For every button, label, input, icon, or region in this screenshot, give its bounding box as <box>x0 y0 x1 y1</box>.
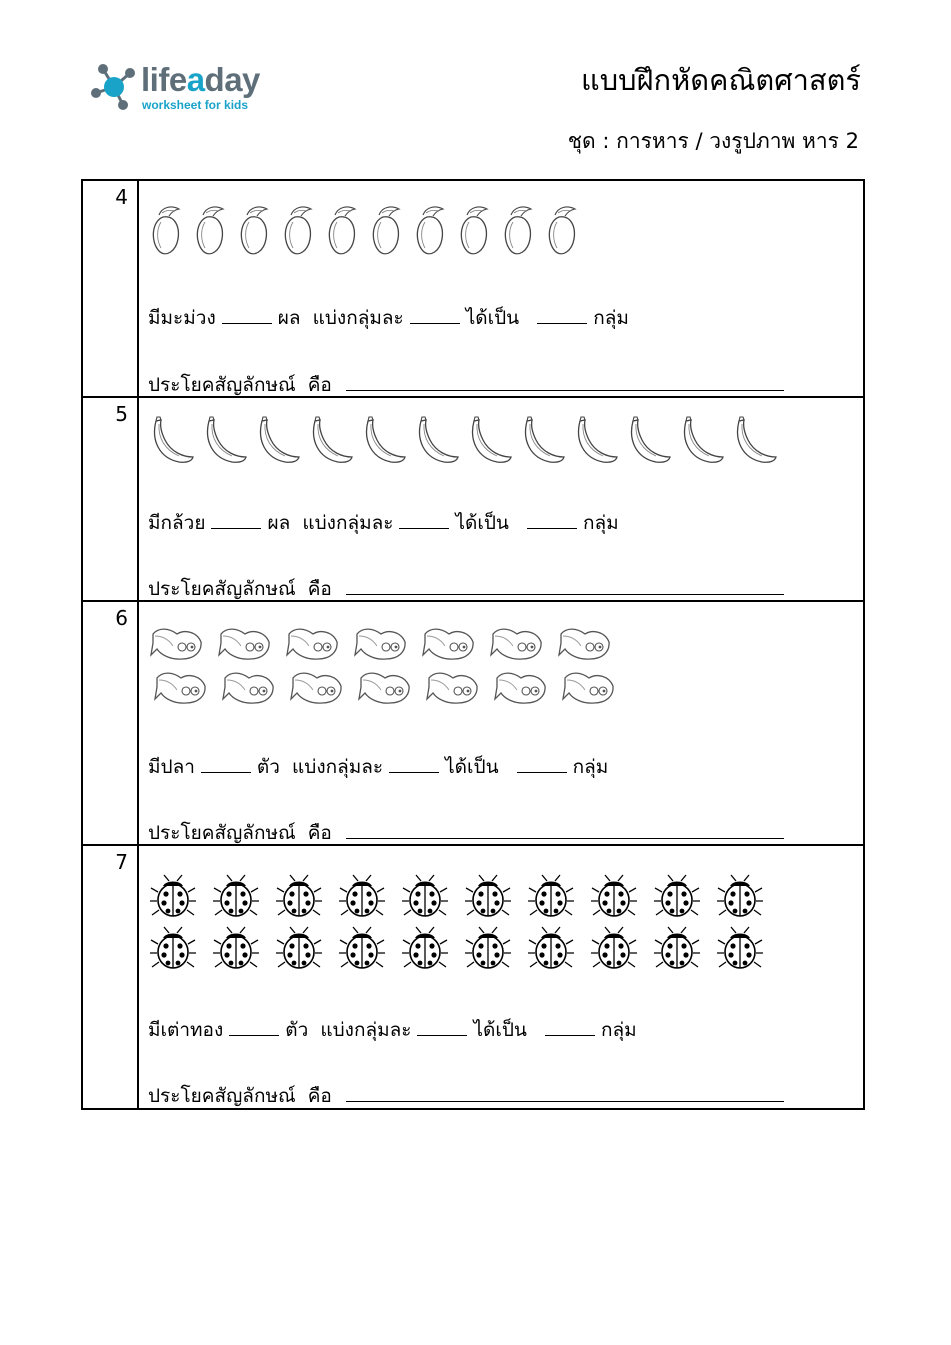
fish-icon <box>353 622 409 664</box>
answer-blank[interactable] <box>517 754 567 773</box>
fish-icon <box>421 622 477 664</box>
ladybug-icon <box>338 874 386 920</box>
question-text: มีกล้วย ผล แบ่งกลุ่มละ ได้เป็น กลุ่ม <box>148 512 619 534</box>
fish-icon <box>493 666 549 708</box>
answer-blank[interactable] <box>222 305 272 324</box>
ladybug-icon <box>590 874 638 920</box>
fish-icon <box>557 622 613 664</box>
ladybug-icon <box>401 926 449 972</box>
answer-blank[interactable] <box>211 510 261 529</box>
logo-molecule-icon <box>90 60 140 112</box>
fish-icon <box>217 622 273 664</box>
answer-blank[interactable] <box>389 754 439 773</box>
question-cell <box>138 397 864 601</box>
ladybug-icon <box>149 874 197 920</box>
fish-icon <box>289 666 345 708</box>
mango-icon <box>281 201 315 257</box>
question-number-cell <box>82 180 138 397</box>
mango-icon <box>545 201 579 257</box>
number-sentence-blank[interactable] <box>346 576 784 595</box>
logo-wordmark: lifeaday <box>141 61 260 98</box>
mango-icon <box>413 201 447 257</box>
banana-icon <box>732 416 778 466</box>
mango-icon <box>325 201 359 257</box>
question-number: 7 <box>115 850 128 874</box>
number-sentence-line: ประโยคสัญลักษณ์ คือ <box>148 576 784 601</box>
question-row <box>82 601 864 845</box>
banana-icon <box>573 416 619 466</box>
banana-icon <box>467 416 513 466</box>
number-sentence-blank[interactable] <box>346 1083 784 1102</box>
answer-blank[interactable] <box>399 510 449 529</box>
question-text: มีปลา ตัว แบ่งกลุ่มละ ได้เป็น กลุ่ม <box>148 756 609 778</box>
page-subtitle: ชุด : การหาร / วงรูปภาพ หาร 2 <box>567 129 859 153</box>
question-text: มีเต่าทอง ตัว แบ่งกลุ่มละ ได้เป็น กลุ่ม <box>148 1019 637 1041</box>
ladybug-icon <box>716 926 764 972</box>
fish-icon <box>425 666 481 708</box>
ladybug-icon <box>653 874 701 920</box>
fish-icon <box>285 622 341 664</box>
answer-blank[interactable] <box>527 510 577 529</box>
number-sentence-line: ประโยคสัญลักษณ์ คือ <box>148 820 784 845</box>
lifeaday-logo <box>90 60 290 116</box>
question-number: 4 <box>115 185 128 209</box>
ladybug-icon <box>338 926 386 972</box>
number-sentence-blank[interactable] <box>346 820 784 839</box>
number-sentence-line: ประโยคสัญลักษณ์ คือ <box>148 1083 784 1108</box>
question-row <box>82 180 864 397</box>
ladybug-icon <box>527 926 575 972</box>
mango-icon <box>193 201 227 257</box>
question-row <box>82 845 864 1109</box>
ladybug-icon <box>275 874 323 920</box>
mango-icon <box>501 201 535 257</box>
page-title: แบบฝึกหัดคณิตศาสตร์ <box>581 63 861 97</box>
banana-icon <box>149 416 195 466</box>
ladybug-icon <box>653 926 701 972</box>
banana-icon <box>414 416 460 466</box>
question-row <box>82 397 864 601</box>
question-text: มีมะม่วง ผล แบ่งกลุ่มละ ได้เป็น กลุ่ม <box>148 307 629 329</box>
answer-blank[interactable] <box>537 305 587 324</box>
number-sentence-blank[interactable] <box>346 372 784 391</box>
question-cell <box>138 845 864 1109</box>
banana-icon <box>626 416 672 466</box>
worksheet-table <box>81 179 865 1110</box>
fish-icon <box>153 666 209 708</box>
ladybug-icon <box>212 926 260 972</box>
question-cell <box>138 601 864 845</box>
question-number: 5 <box>115 402 128 426</box>
ladybug-icon <box>527 874 575 920</box>
banana-icon <box>520 416 566 466</box>
answer-blank[interactable] <box>201 754 251 773</box>
ladybug-icon <box>590 926 638 972</box>
answer-blank[interactable] <box>229 1017 279 1036</box>
answer-blank[interactable] <box>545 1017 595 1036</box>
mango-icon <box>237 201 271 257</box>
fish-icon <box>221 666 277 708</box>
question-number-cell <box>82 601 138 845</box>
fish-icon <box>561 666 617 708</box>
fish-icon <box>357 666 413 708</box>
fish-icon <box>149 622 205 664</box>
ladybug-icon <box>212 874 260 920</box>
banana-icon <box>679 416 725 466</box>
ladybug-icon <box>464 926 512 972</box>
question-cell <box>138 180 864 397</box>
ladybug-icon <box>716 874 764 920</box>
banana-icon <box>255 416 301 466</box>
banana-icon <box>202 416 248 466</box>
question-number-cell <box>82 845 138 1109</box>
ladybug-icon <box>275 926 323 972</box>
banana-icon <box>361 416 407 466</box>
mango-icon <box>457 201 491 257</box>
ladybug-icon <box>464 874 512 920</box>
question-number-cell <box>82 397 138 601</box>
number-sentence-line: ประโยคสัญลักษณ์ คือ <box>148 372 784 397</box>
ladybug-icon <box>149 926 197 972</box>
answer-blank[interactable] <box>417 1017 467 1036</box>
answer-blank[interactable] <box>410 305 460 324</box>
mango-icon <box>149 201 183 257</box>
logo-tagline: worksheet for kids <box>142 98 249 112</box>
fish-icon <box>489 622 545 664</box>
ladybug-icon <box>401 874 449 920</box>
question-number: 6 <box>115 606 128 630</box>
mango-icon <box>369 201 403 257</box>
banana-icon <box>308 416 354 466</box>
